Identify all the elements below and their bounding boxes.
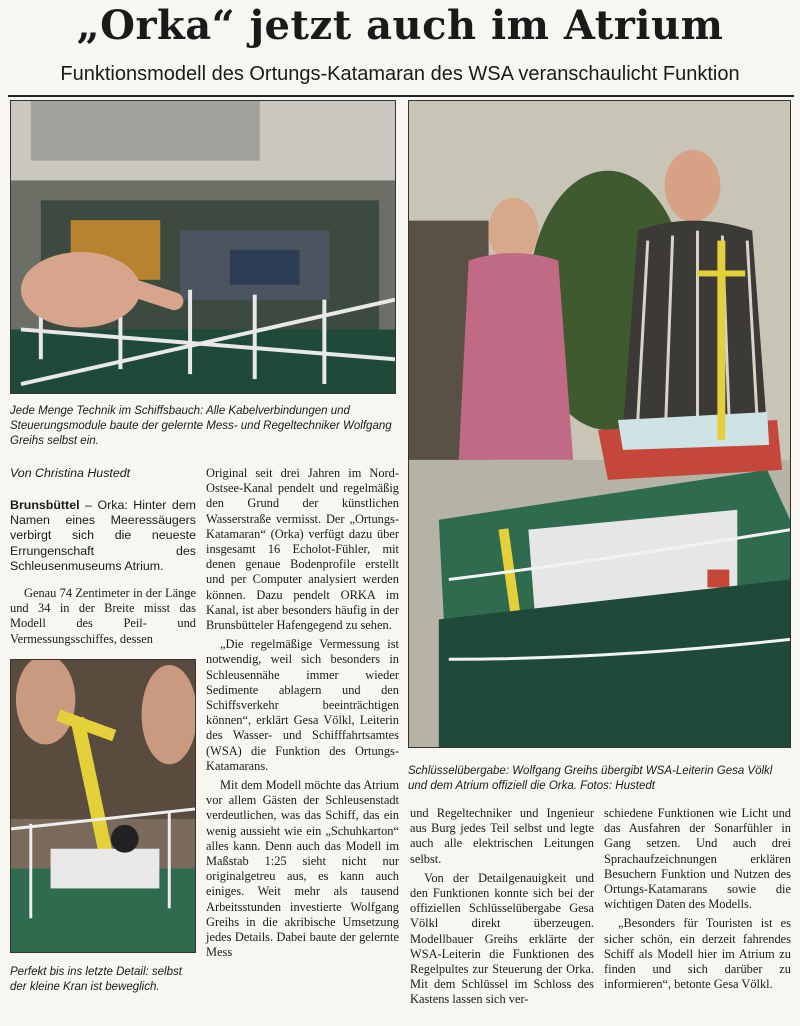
lead-text: – Orka: Hinter dem Namen eines Meeressäugers verbirgt sich die neueste Errungenschaft des Schleusenmuseums Atrium.	[10, 498, 196, 573]
paragraph: Original seit drei Jahren im Nord-Ostsee-Kanal pendelt und regelmäßig den Grund der künstlichen Wasserstraße vermisst. Der „Ortungs-Katamaran“ (Orka) verfügt dazu über insgesamt 16 Echolot-Fühler, mit denen genaue Bodenprofile erstellt und per Computer analysiert werden können. Dazu pendelt ORKA im Kanal, ist aber besonders häufig in der Brunsbütteler Hafengegend zu sehen.	[206, 466, 399, 633]
paragraph: Von der Detailgenauigkeit und den Funktionen konnte sich bei der offiziellen Schlüsselübergabe Gesa Völkl direkt überzeugen. Modellbauer Greihs erklärte der WSA-Leiterin die Funktionen des Regelpultes zur Steuerung der Orka. Mit dem Schlüssel im Schloss des Kastens lassen sich ver-	[410, 870, 594, 1007]
dateline: Brunsbüttel	[10, 498, 80, 512]
column-3	[410, 806, 594, 1008]
headline: „Orka“ jetzt auch im Atrium	[76, 2, 724, 49]
paragraph: „Die regelmäßige Vermessung ist notwendig, weil sich besonders in Schleusennähe immer wieder Sedimente ablagern und den Schiffsverkehr beeinträchtigen können“, erklärt Gesa Völkl, Leiterin des Wasser- und Schifffahrtsamtes (WSA) die Funktion des Ortungs-Katamarans.	[206, 637, 399, 773]
lead-paragraph	[10, 498, 196, 574]
column-2	[206, 466, 399, 961]
byline: Von Christina Hustedt	[10, 466, 131, 480]
paragraph: Mit dem Modell möchte das Atrium vor allem Gästen der Schleusenstadt verdeutlichen, was das Schiff, das ein wenig aussieht wie ein „Schuhkarton“ alles kann. Denn auch das Modell im Maßstab 1:25 sieht nicht nur originalgetreu aus, es kann auch einiges. Weit mehr als tausend Arbeitsstunden investierte Wolfgang Greihs in die akribische Umsetzung jedes Details. Dabei baute der gelernte Mess	[206, 778, 399, 960]
paragraph: schiedene Funktionen wie Licht und das Ausfahren der Sonarfühler in Gang setzen. Und auch drei Sprachaufzeichnungen erklären Besuchern Funktion und Nutzen des Ortungs-Katamarans sowie die wichtigen Daten des Modells.	[604, 806, 791, 912]
caption-handover: Schlüsselübergabe: Wolfgang Greihs übergibt WSA-Leiterin Gesa Völkl und dem Atrium offiziell die Orka. Fotos: Hustedt	[408, 765, 773, 792]
paragraph: und Regeltechniker und Ingenieur aus Burg jedes Teil selbst und legte auch alle elektrischen Leitungen selbst.	[410, 806, 594, 866]
column-1	[10, 498, 196, 647]
column-4	[604, 806, 791, 992]
photo-crane	[10, 659, 196, 953]
caption-crane: Perfekt bis ins letzte Detail: selbst der kleine Kran ist beweglich.	[10, 966, 182, 993]
top-rule	[8, 95, 794, 97]
photo-handover	[408, 100, 791, 748]
photo-ship-interior	[10, 100, 396, 394]
paragraph: Genau 74 Zentimeter in der Länge und 34 in der Breite misst das Modell des Peil- und Vermessungsschiffes, dessen	[10, 586, 196, 646]
caption-ship-interior: Jede Menge Technik im Schiffsbauch: Alle Kabelverbindungen und Steuerungsmodule baute der gelernte Mess- und Regeltechniker Wolfgang Greihs selbst ein.	[10, 405, 392, 447]
paragraph: „Besonders für Touristen ist es sicher schön, ein derzeit fahrendes Schiff als Modell hier im Atrium zu finden und sich darüber zu informieren“, betonte Gesa Völkl.	[604, 916, 791, 992]
subheadline: Funktionsmodell des Ortungs-Katamaran des WSA veranschaulicht Funktion	[60, 63, 740, 85]
